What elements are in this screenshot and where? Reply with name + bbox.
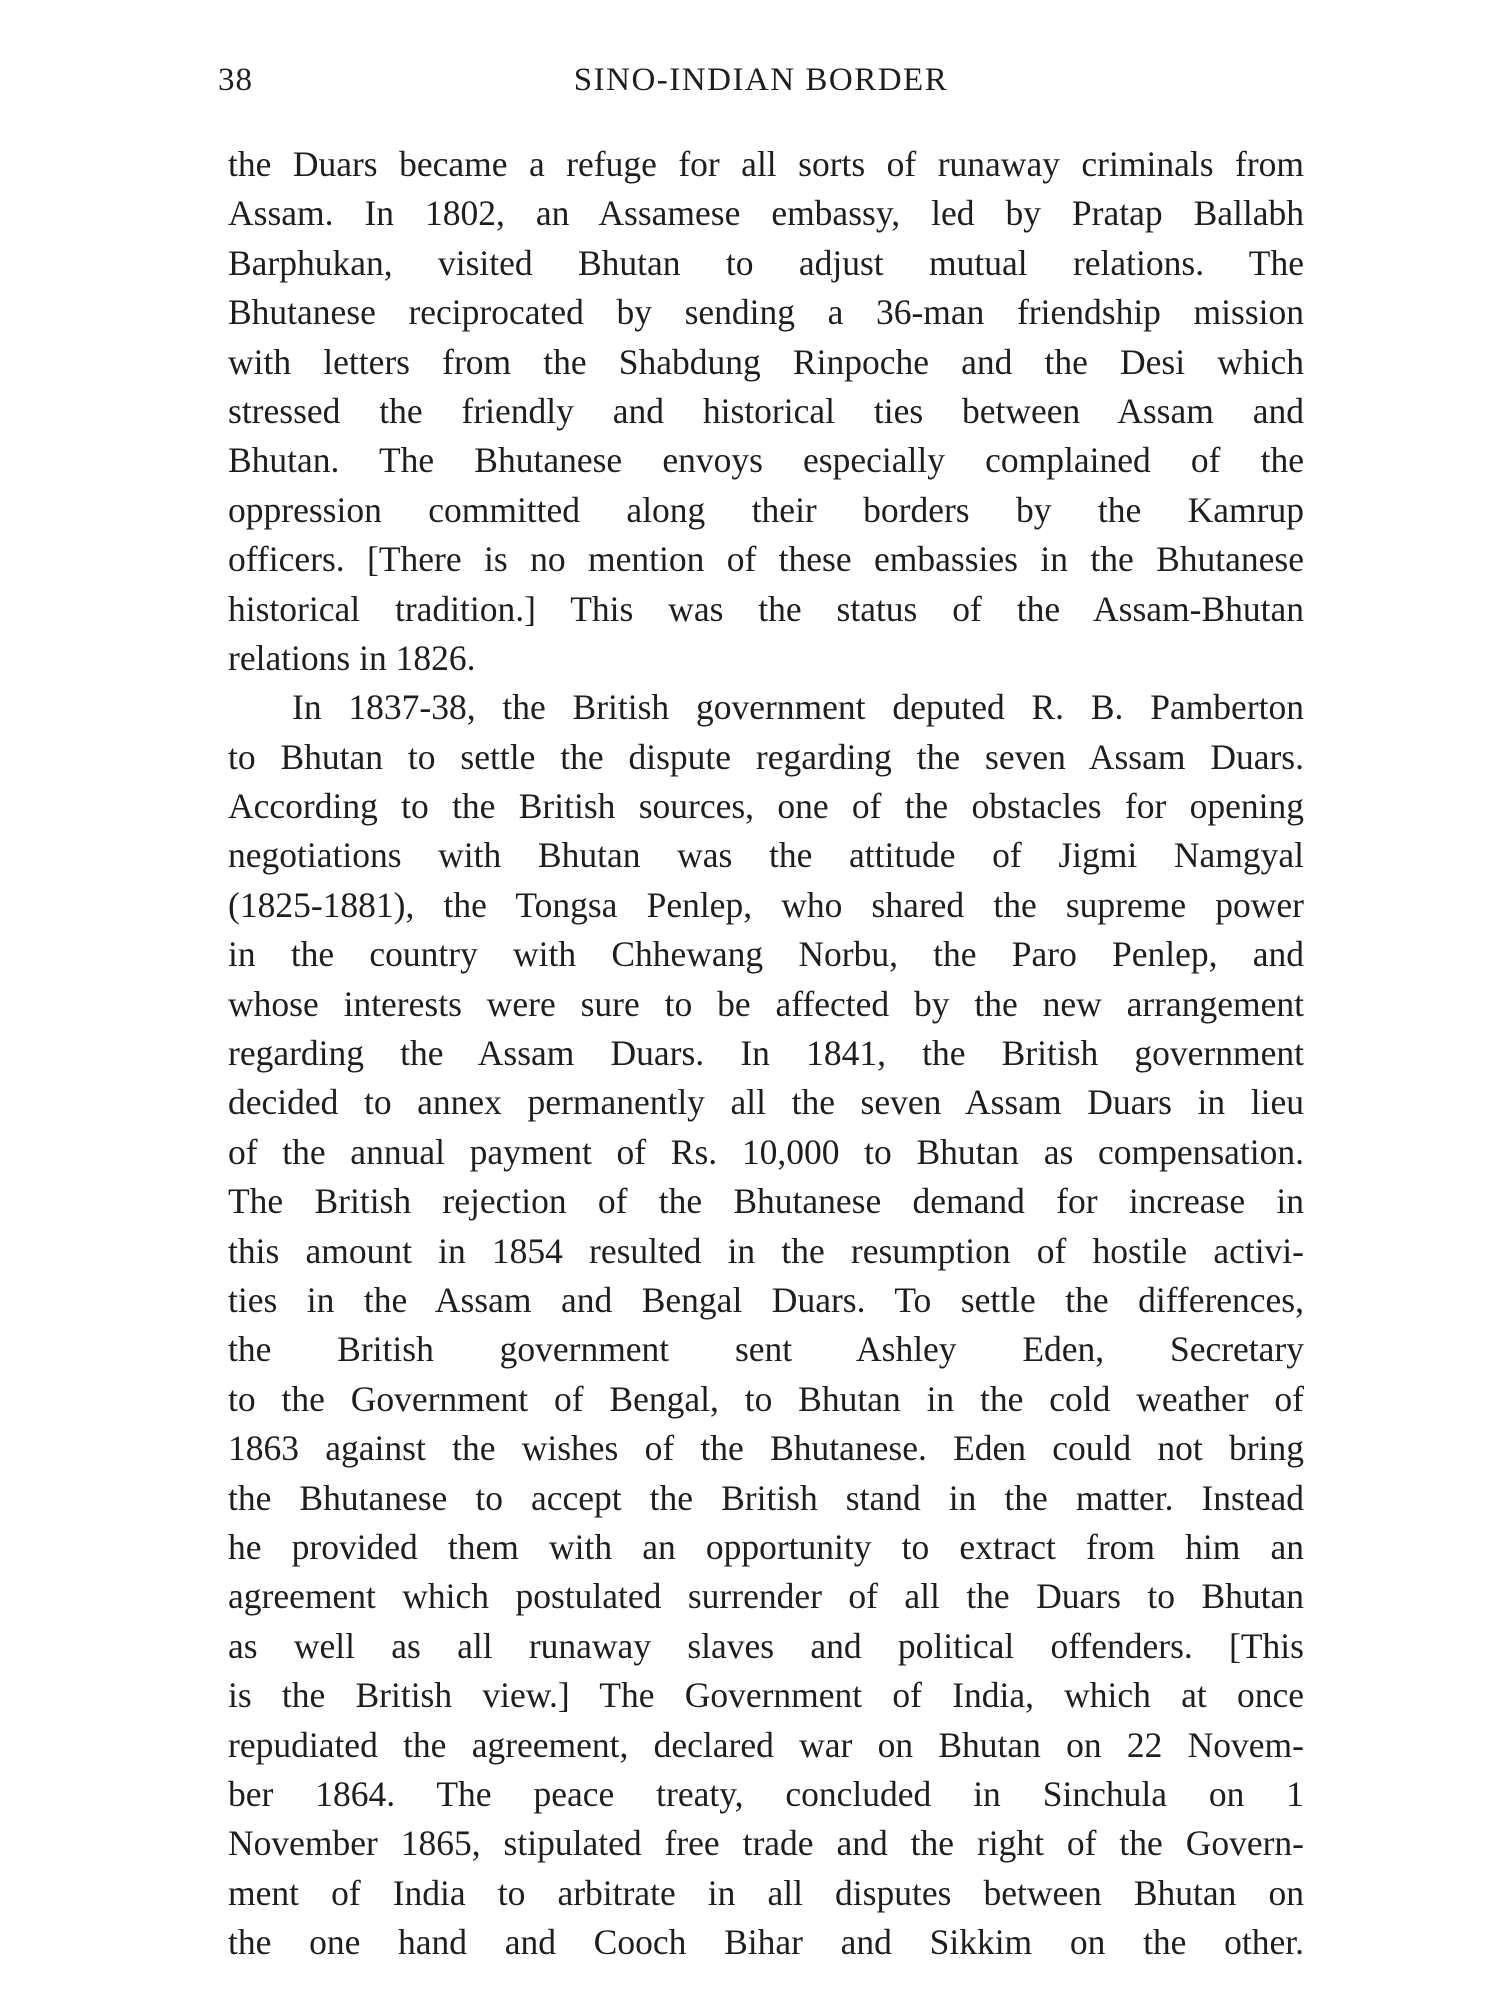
text-line: of the annual payment of Rs. 10,000 to Bhutan as compensation.: [228, 1131, 1304, 1172]
text-line: regarding the Assam Duars. In 1841, the British government: [228, 1033, 1304, 1074]
text-line: this amount in 1854 resulted in the resumption of hostile activi-: [228, 1230, 1304, 1271]
text-line: officers. [There is no mention of these embassies in the Bhutanese: [228, 539, 1304, 580]
text-line: the one hand and Cooch Bihar and Sikkim on the other.: [228, 1922, 1304, 1963]
text-line: Assam. In 1802, an Assamese embassy, led by Pratap Ballabh: [228, 193, 1304, 234]
text-line: Bhutanese reciprocated by sending a 36-man friendship mission: [228, 292, 1304, 333]
text-line: whose interests were sure to be affected by the new arrangement: [228, 983, 1304, 1024]
text-line: negotiations with Bhutan was the attitude of Jigmi Namgyal: [228, 835, 1304, 876]
text-line: oppression committed along their borders by the Kamrup: [228, 489, 1304, 530]
text-line: historical tradition.] This was the status of the Assam-Bhutan: [228, 588, 1304, 629]
text-line: to the Government of Bengal, to Bhutan in the cold weather of: [228, 1378, 1304, 1419]
paragraph-end-line: relations in 1826.: [228, 637, 476, 678]
text-line: According to the British sources, one of the obstacles for opening: [228, 786, 1304, 827]
text-line: the Duars became a refuge for all sorts of runaway criminals from: [228, 144, 1304, 184]
text-line: he provided them with an opportunity to extract from him an: [228, 1526, 1304, 1567]
running-title: SINO-INDIAN BORDER: [573, 62, 949, 98]
page-header: [216, 62, 1316, 106]
text-line: Barphukan, visited Bhutan to adjust mutual relations. The: [228, 242, 1304, 283]
text-line: The British rejection of the Bhutanese demand for increase in: [228, 1181, 1304, 1222]
text-line: decided to annex permanently all the seven Assam Duars in lieu: [228, 1082, 1304, 1123]
text-line: the Bhutanese to accept the British stand in the matter. Instead: [228, 1477, 1304, 1518]
text-line: stressed the friendly and historical ties between Assam and: [228, 390, 1304, 431]
text-line: Bhutan. The Bhutanese envoys especially complained of the: [228, 440, 1304, 481]
text-line: the British government sent Ashley Eden, Secretary: [228, 1329, 1304, 1370]
text-line: agreement which postulated surrender of all the Duars to Bhutan: [228, 1576, 1304, 1617]
text-line: in the country with Chhewang Norbu, the Paro Penlep, and: [228, 934, 1304, 975]
text-line: ties in the Assam and Bengal Duars. To settle the differences,: [228, 1279, 1304, 1320]
text-line: repudiated the agreement, declared war on Bhutan on 22 Novem-: [228, 1724, 1304, 1765]
text-line: (1825-1881), the Tongsa Penlep, who shared the supreme power: [228, 884, 1304, 925]
text-line: as well as all runaway slaves and political offenders. [This: [228, 1625, 1304, 1666]
body-text: [228, 140, 1304, 1967]
paragraph-start-line: In 1837-38, the British government deputed R. B. Pamberton: [292, 687, 1304, 728]
text-line: 1863 against the wishes of the Bhutanese. Eden could not bring: [228, 1428, 1304, 1469]
text-line: ber 1864. The peace treaty, concluded in Sinchula on 1: [228, 1773, 1304, 1814]
text-line: ment of India to arbitrate in all disputes between Bhutan on: [228, 1872, 1304, 1913]
text-line: November 1865, stipulated free trade and the right of the Govern-: [228, 1823, 1304, 1864]
text-line: with letters from the Shabdung Rinpoche and the Desi which: [228, 341, 1304, 382]
text-line: to Bhutan to settle the dispute regarding the seven Assam Duars.: [228, 736, 1304, 777]
page-number: 38: [218, 62, 253, 98]
text-line: is the British view.] The Government of India, which at once: [228, 1675, 1304, 1716]
